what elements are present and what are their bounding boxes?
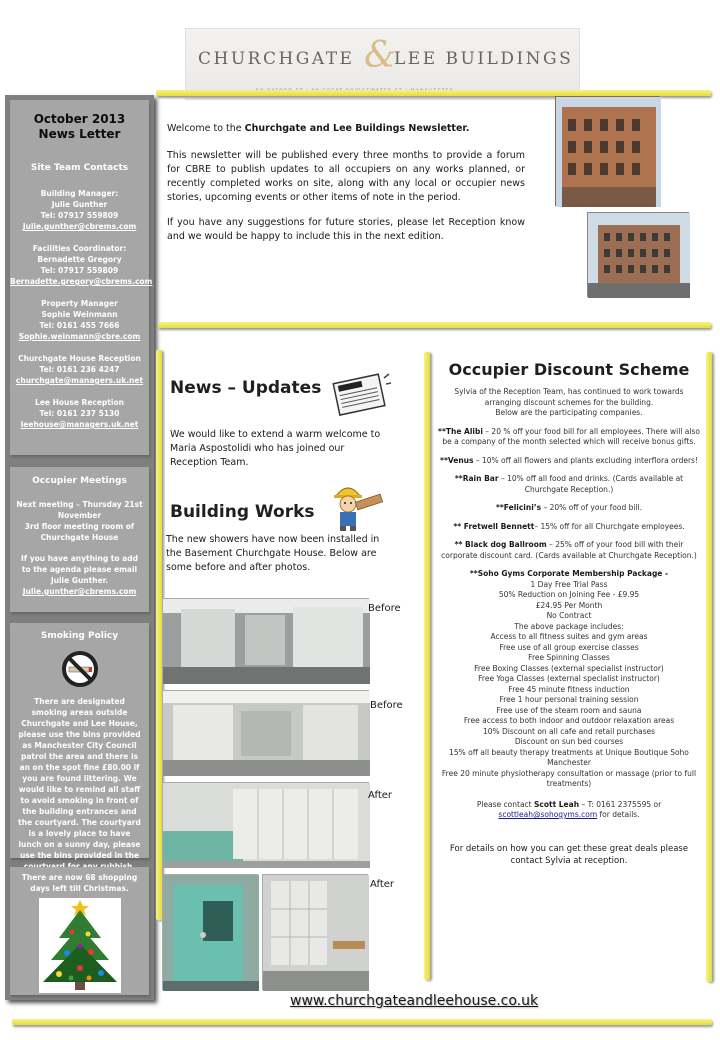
middle-vertical-bar [424,352,430,980]
soho-benefit-line: Free 1 hour personal training session [499,695,639,704]
contact-name: Julie Gunther [51,200,108,209]
soho-benefit-line: Free Spinning Classes [528,653,610,662]
shower-photo-before-2 [162,690,369,775]
contact-block [10,188,149,232]
soho-benefit-line: No Contract [546,611,592,620]
shower-photo-after-2 [162,874,258,990]
logo-text-right: LEE BUILDINGS [394,49,574,69]
offers-list [436,427,702,562]
intro-bottom-bar [158,322,711,328]
offer-details: – 25% off of your food bill with their corporate discount card. (Cards available at Churchgate Reception.) [441,540,697,560]
building-works-text: The new showers have now been installed in the Basement Churchgate House. Below are some before and after photos. [166,534,380,573]
meetings-agenda-note: If you have anything to add to the agenda please email Julie Gunther. [21,554,138,585]
no-smoking-icon [61,650,99,688]
contact-name: Sophie Weinmann [41,310,118,319]
intro-paragraph-1: This newsletter will be published every three months to provide a forum for CBRE to publish updates to all occupiers on any works planned, or recently completed works on site, along with any local or occupier news stories, upcoming events or other items of note in the period. [167,150,525,203]
right-vertical-bar [706,352,712,982]
footer-website-link[interactable]: www.churchgateandleehouse.co.uk [290,993,539,1009]
welcome-prefix: Welcome to the [167,123,245,134]
contact-email-link[interactable]: scottleah@sohogyms.com [498,810,598,819]
contact-email-link[interactable]: leehouse@managers.uk.net [20,420,139,429]
offer-details: – 20 % off your food bill for all employees. There will also be a company of the month selected which will receive bonus gifts. [442,426,700,446]
issue-title: October 2013 News Letter [33,112,126,141]
offer-company: **The Alibi [438,426,483,436]
soho-title: **Soho Gyms Corporate Membership Package - [469,569,669,578]
discount-offer [436,522,702,533]
contact-tel: Tel: 07917 559809 [40,211,119,220]
news-text: We would like to extend a warm welcome to Maria Aspostolidi who has joined our Reception Team. [170,429,381,468]
discount-offer [436,456,702,467]
discount-offer [436,540,702,561]
contact-name: Scott Leah [534,799,580,809]
christmas-panel [10,867,149,995]
meetings-date: Next meeting – Thursday 21st November [16,500,143,520]
contact-block [10,243,153,287]
soho-benefit-line: Free Yoga Classes (external specialist instructor) [478,674,660,683]
soho-benefit-line: Free use of the steam room and sauna [496,705,642,715]
intro-section [167,122,525,244]
offer-details: – 10% off all flowers and plants excluding interflora orders! [473,455,698,465]
photo-caption-4: After [370,879,395,890]
offer-company: **Rain Bar [454,474,499,483]
soho-benefit-line: £24.95 Per Month [535,600,603,610]
soho-benefit-line: The above package includes: [514,621,624,631]
soho-benefit-line: Free Boxing Classes (external specialist instructor) [474,663,664,673]
sidebar [5,95,154,1000]
soho-lines [436,580,702,790]
photo-caption-3: After [368,790,393,801]
christmas-countdown: There are now 68 shopping days left till Christmas. [21,873,138,893]
contact-suffix: for details. [597,810,640,819]
newspaper-icon [332,370,392,418]
soho-benefit-line: Free use of all group exercise classes [499,642,639,652]
offer-company: ** Black dog Ballroom [454,540,547,549]
contact-tel: Tel: 0161 236 4247 [39,365,120,374]
contacts-panel [10,100,153,455]
soho-benefit-line: Free 20 minute physiotherapy consultation or massage (prior to full treatments) [441,768,697,788]
photo-caption-2: Before [370,700,403,711]
offer-company: ** Fretwell Bennett [453,521,535,531]
contact-role: Lee House Reception [35,398,124,407]
building-works-heading: Building Works [170,502,315,522]
contact-block [10,397,149,430]
occupier-section [436,360,702,867]
meetings-room: 3rd floor meeting room of Churchgate House [24,522,135,542]
logo-ampersand: & [364,35,397,76]
contact-name: Bernadette Gregory [37,255,122,264]
welcome-line [167,122,525,136]
contact-email-link[interactable]: churchgate@managers.uk.net [15,376,144,385]
occupier-heading: Occupier Discount Scheme [448,360,690,379]
footer-bar [12,1019,712,1025]
smoking-panel [10,623,149,858]
intro-paragraph-2: If you have any suggestions for future stories, please let Reception know and we would be happy to include this in the next edition. [167,217,525,242]
shower-photo-before-1 [162,598,369,683]
soho-benefit-line: Discount on sun bed courses [514,737,624,746]
offer-details: – 10% off all food and drinks. (Cards available at Churchgate Reception.) [498,474,684,494]
photo-caption-1: Before [368,603,401,614]
soho-benefit-line: Free access to both indoor and outdoor relaxation areas [463,716,675,725]
christmas-tree-image [39,898,121,993]
soho-benefit-line: 10% Discount on all cafe and retail purchases [482,726,656,736]
discount-offer [436,503,702,514]
contacts-list [10,188,153,430]
contact-block [10,298,149,342]
contact-email-link[interactable]: Sophie.weinmann@cbre.com [18,332,141,341]
contact-role: Churchgate House Reception [18,354,141,363]
shower-photo-after-3 [262,874,368,990]
building-photo-lee-house [587,212,689,297]
contact-role: Facilities Coordinator: [32,244,127,253]
soho-benefit-line: Access to all fitness suites and gym areas [490,632,648,641]
smoking-policy-text: There are designated smoking areas outside Churchgate and Lee House, please use the bins provided as Manchester City Council patrol the area and there is an on the spot fine £80.00 if you are found littering. We would like to remind all staff to avoid smoking in front of the building entrances and the courtyard. The courtyard is a lovely place to have lunch on a sunny day, please use the bins provided in the [18,697,141,860]
welcome-bold: Churchgate and Lee Buildings Newsletter. [244,123,470,134]
construction-worker-icon [328,478,384,532]
offer-company: **Felicini’s [495,503,542,512]
soho-benefit-line: Free 45 minute fitness induction [508,684,630,694]
contact-email-link[interactable]: Julie.gunther@cbrems.com [22,222,137,231]
offer-company: **Venus [440,455,474,465]
occupier-contact [436,800,702,821]
meetings-heading: Occupier Meetings [32,476,127,486]
contact-email-link[interactable]: Bernadette.gregory@cbrems.com [10,277,153,286]
soho-benefit-line: 1 Day Free Trial Pass [530,579,608,589]
offer-details: – 15% off for all Churchgate employees. [534,521,685,531]
soho-package [436,569,702,790]
contact-tel: Tel: 0161 237 5130 [39,409,120,418]
contact-prefix: Please contact [476,799,534,809]
meetings-email-link[interactable]: Julie.gunther@cbrems.com [22,587,137,596]
contact-tel: Tel: 07917 559809 [40,266,119,275]
contacts-heading: Site Team Contacts [30,163,129,173]
discount-offer [436,474,702,495]
contact-tel: Tel: 0161 455 7666 [39,321,120,330]
occupier-closing: For details on how you can get these great deals please contact Sylvia at reception. [449,843,689,866]
contact-role: Building Manager: [40,189,119,198]
contact-tel: – T: 0161 2375595 or [579,799,662,809]
occupier-intro: Sylvia of the Reception Team, has continued to work towards arranging discount schemes for the building. Below are the participating companies. [454,387,684,417]
shower-photo-after-1 [162,782,369,867]
news-heading: News – Updates [170,378,322,398]
logo-text-left: CHURCHGATE [198,49,355,69]
offer-details: – 20% off of your food bill. [541,503,643,512]
contact-role: Property Manager [41,299,118,308]
soho-benefit-line: 15% off all beauty therapy treatments at Unique Boutique Soho Manchester [449,747,689,767]
soho-benefit-line: 50% Reduction on Joining Fee - £9.95 [498,590,640,599]
building-photo-churchgate [555,96,660,206]
contact-block [10,353,149,386]
smoking-heading: Smoking Policy [40,631,119,641]
discount-offer [436,427,702,448]
meetings-panel [10,467,149,612]
